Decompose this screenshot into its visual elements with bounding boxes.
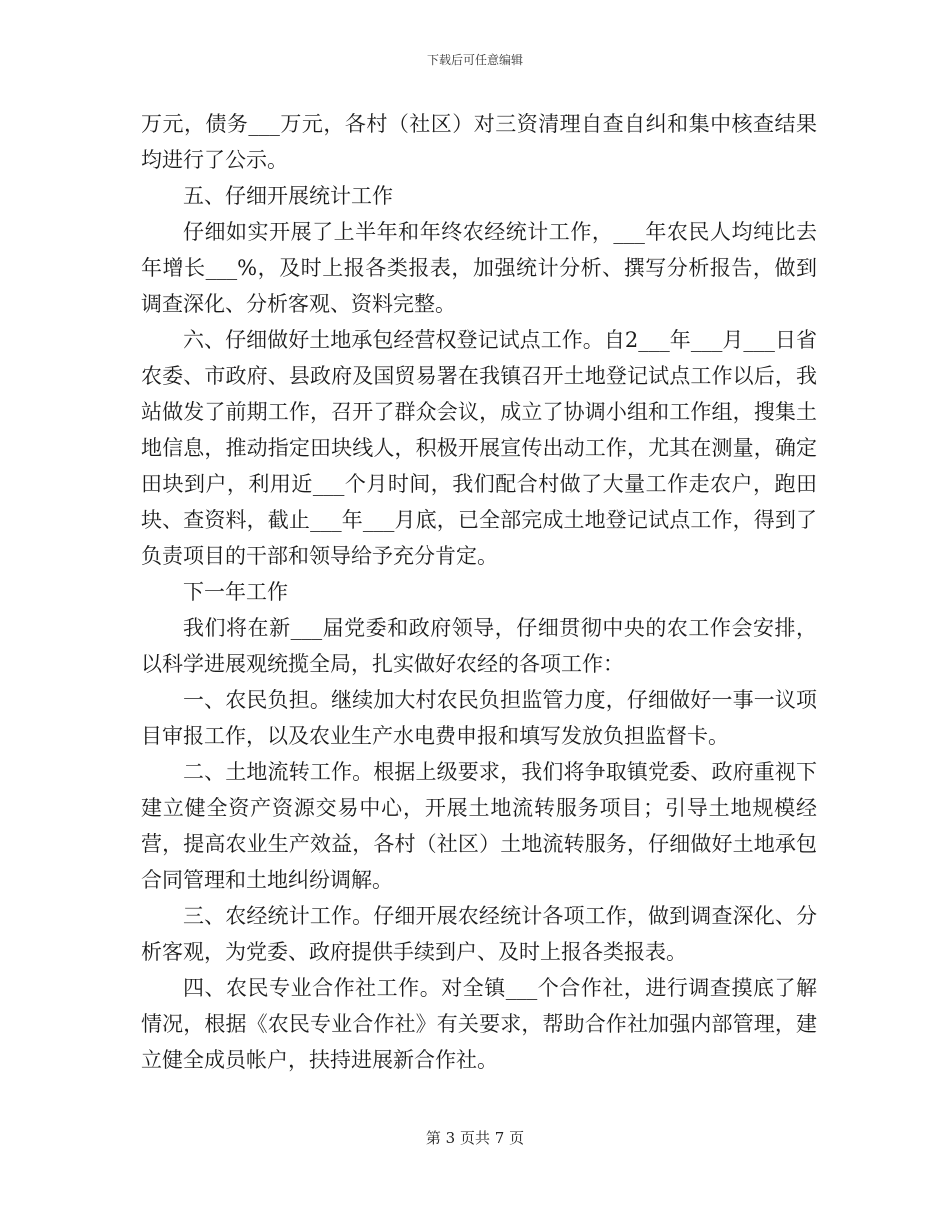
paragraph-9: 三、农经统计工作。仔细开展农经统计各项工作，做到调查深化、分析客观，为党委、政府提供手续到户、及时上报各类报表。 (141, 904, 817, 964)
section-heading-5: 五、仔细开展统计工作 (183, 184, 393, 208)
document-body (141, 106, 817, 1078)
paragraph-3: 仔细如实开展了上半年和年终农经统计工作，___年农民人均纯比去年增长___%，及时上报各类报表，加强统计分析、撰写分析报告，做到调查深化、分析客观、资料完整。 (141, 220, 817, 316)
page-footer: 第 3 页共 7 页 (425, 1129, 525, 1147)
paragraph-1: 万元，债务___万元，各村（社区）对三资清理自查自纠和集中核查结果均进行了公示。 (141, 112, 817, 172)
paragraph-8: 二、土地流转工作。根据上级要求，我们将争取镇党委、政府重视下建立健全资产资源交易中心，开展土地流转服务项目；引导土地规模经营，提高农业生产效益，各村（社区）土地流转服务，仔细做好土地承包合同管理和土地纠纷调解。 (141, 760, 817, 892)
paragraph-4: 六、仔细做好土地承包经营权登记试点工作。自2___年___月___日省农委、市政府、县政府及国贸易署在我镇召开土地登记试点工作以后，我站做发了前期工作，召开了群众会议，成立了协调小组和工作组，搜集土地信息，推动指定田块线人，积极开展宣传出动工作，尤其在测量，确定田块到户，利用近___个月时间，我们配合村做了大量工作走农户，跑田块、查资料，截止___年___月底，已全部完成土地登记试点工作，得到了负责项目的干部和领导给予充分肯定。 (141, 328, 817, 568)
paragraph-7: 一、农民负担。继续加大村农民负担监管力度，仔细做好一事一议项目审报工作，以及农业生产水电费申报和填写发放负担监督卡。 (141, 688, 817, 748)
section-heading-next-year: 下一年工作 (183, 580, 288, 604)
paragraph-10: 四、农民专业合作社工作。对全镇___个合作社，进行调查摸底了解情况，根据《农民专业合作社》有关要求，帮助合作社加强内部管理，建立健全成员帐户，扶持进展新合作社。 (141, 976, 817, 1072)
page-header: 下载后可任意编辑 (426, 53, 523, 67)
paragraph-6: 我们将在新___届党委和政府领导，仔细贯彻中央的农工作会安排，以科学进展观统揽全局，扎实做好农经的各项工作： (141, 616, 817, 676)
